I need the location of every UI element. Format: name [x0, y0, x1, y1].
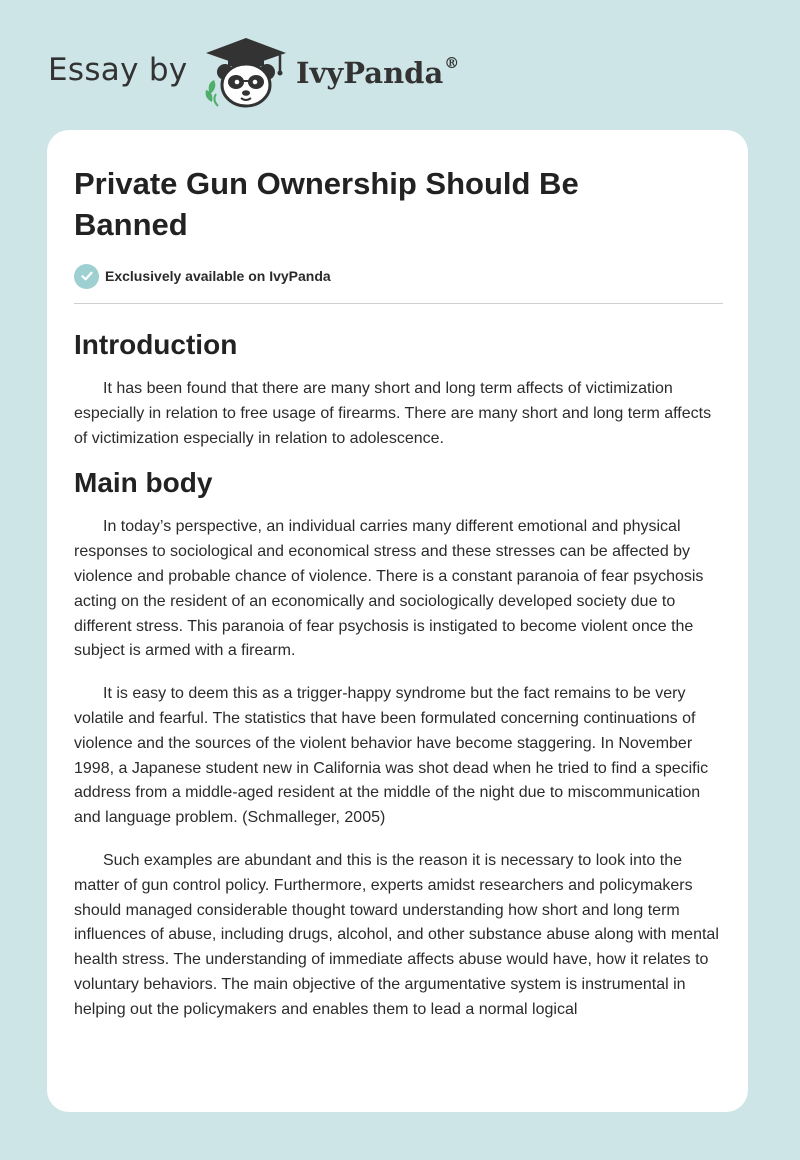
registered-mark: ®: [444, 54, 460, 72]
exclusive-badge-text: Exclusively available on IvyPanda: [105, 268, 331, 284]
section-heading-main-body: Main body: [74, 467, 213, 499]
paragraph: It has been found that there are many short and long term affects of victimization especially in relation to free usage of firearms. There are many short and long term affects of victimization especially in relation to adolescence.: [74, 380, 712, 447]
brand-name: IvyPanda: [296, 56, 444, 90]
essay-title: Private Gun Ownership Should Be Banned: [74, 166, 579, 242]
section-heading-introduction: Introduction: [74, 329, 238, 360]
paragraph: Such examples are abundant and this is the reason it is necessary to look into the matter of gun control policy. Furthermore, experts amidst researchers and policymakers should managed considerable thought toward understanding how short and long term influences of abuse, including drugs, alcohol, and other substance abuse along with mental health stress. The understanding of immediate affects abuse would have, how it relates to voluntary behaviors. The main objective of the argumentative system is instrumental in helping out the policymakers and enables them to lead a normal logical: [74, 851, 719, 1018]
exclusive-badge: [74, 263, 331, 289]
paragraph: It is easy to deem this as a trigger-happy syndrome but the fact remains to be very volatile and fearful. The statistics that have been formulated concerning continuations of violence and the sources of the violent behavior have become staggering. In November 1998, a Japanese student new in California was shot dead when he tried to find a specific address from a middle-aged resident at the middle of the night due to miscommunication and language problem. (Schmalleger, 2005): [74, 685, 709, 827]
essay-by-label: Essay by: [48, 52, 188, 88]
site-header: [0, 0, 800, 130]
title-divider: [74, 303, 723, 304]
paragraph: In today’s perspective, an individual carries many different emotional and physical responses to sociological and economical stress and these stresses can be affected by violence and probable chance of violence. There is a constant paranoia of fear psychosis acting on the resident of an economically and sociologically developed society due to different stress. This paranoia of fear psychosis is instigated to become violent once the subject is armed with a firearm.: [74, 518, 704, 660]
brand-logo-text[interactable]: [296, 56, 459, 90]
essay-body: [74, 320, 726, 1023]
check-circle-icon: [74, 264, 99, 289]
essay-card: [47, 130, 748, 1112]
panda-graduate-icon: [200, 36, 292, 108]
